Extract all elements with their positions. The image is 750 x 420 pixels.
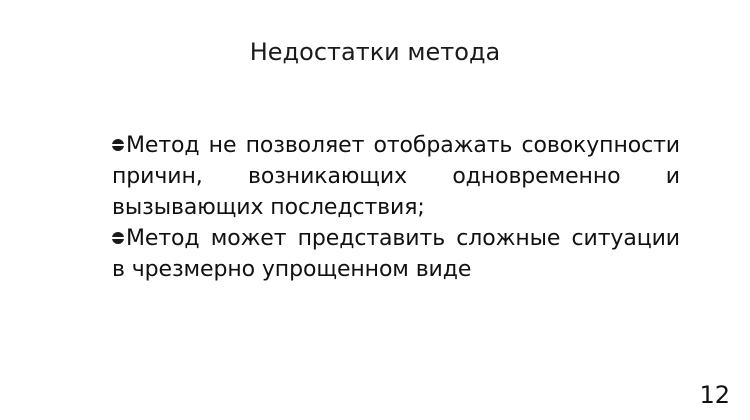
slide-title: Недостатки метода [249, 38, 501, 66]
page-number: 12 [699, 381, 730, 409]
bullet-icon [112, 232, 124, 244]
bullet-text: Метод не позволяет отображать совокупности причин, возникающих одновременно и вызывающих последствия; [112, 133, 680, 220]
bullet-item [112, 130, 680, 223]
bullet-text: Метод может представить сложные ситуации в чрезмерно упрощенном виде [112, 226, 680, 282]
bullet-item [112, 223, 680, 285]
bullet-icon [112, 139, 124, 151]
bullet-list [112, 130, 680, 285]
